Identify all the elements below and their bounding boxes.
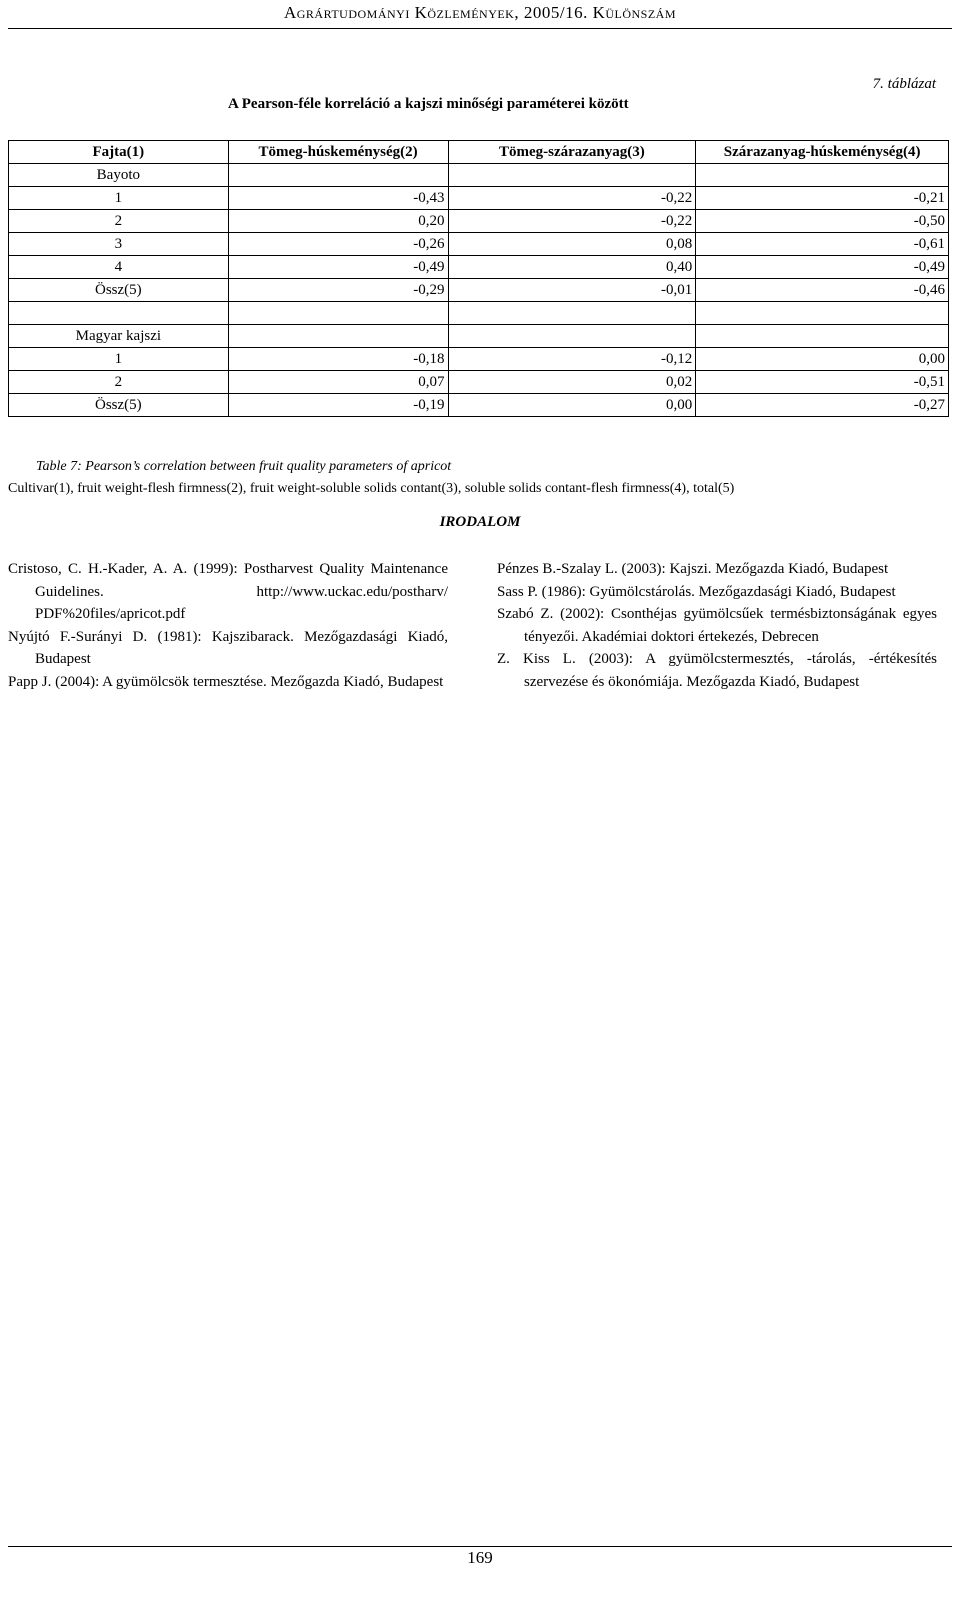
reference-item: Z. Kiss L. (2003): A gyümölcstermesztés, -tárolás, -értékesítés szervezése és ökonómiája. Mezőgazda Kiadó, Budapest xyxy=(497,651,937,690)
group-name: Magyar kajszi xyxy=(9,325,229,348)
table-title: A Pearson-féle korreláció a kajszi minőségi paraméterei között xyxy=(228,96,629,112)
references-right-column xyxy=(497,558,937,693)
header-drymatter-firmness: Szárazanyag-húskeménység(4) xyxy=(696,141,949,164)
table-cell: 0,40 xyxy=(448,256,696,279)
table-cell: -0,49 xyxy=(228,256,448,279)
header-weight-drymatter: Tömeg-szárazanyag(3) xyxy=(448,141,696,164)
table-cell: -0,43 xyxy=(228,187,448,210)
table-cell: -0,22 xyxy=(448,187,696,210)
correlation-table xyxy=(8,140,949,417)
table-cell: -0,27 xyxy=(696,394,949,417)
row-label: Össz(5) xyxy=(9,394,229,417)
table-header-row xyxy=(9,141,949,164)
table-row xyxy=(9,371,949,394)
reference-item: Szabó Z. (2002): Csonthéjas gyümölcsűek termésbiztonságának egyes tényezői. Akadémiai doktori értekezés, Debrecen xyxy=(497,606,937,645)
table-row xyxy=(9,187,949,210)
references-heading: IRODALOM xyxy=(439,514,521,530)
table-cell: 0,02 xyxy=(448,371,696,394)
group-name: Bayoto xyxy=(9,164,229,187)
table-cell: 0,00 xyxy=(696,348,949,371)
table-cell: 0,20 xyxy=(228,210,448,233)
table-cell: -0,46 xyxy=(696,279,949,302)
table-cell: -0,61 xyxy=(696,233,949,256)
row-label: 1 xyxy=(9,348,229,371)
table-cell: 0,08 xyxy=(448,233,696,256)
reference-item: Sass P. (1986): Gyümölcstárolás. Mezőgazdasági Kiadó, Budapest xyxy=(497,583,896,600)
row-label: 1 xyxy=(9,187,229,210)
table-cell: 0,00 xyxy=(448,394,696,417)
table-cell: -0,51 xyxy=(696,371,949,394)
table-row xyxy=(9,394,949,417)
table-cell: -0,50 xyxy=(696,210,949,233)
table-cell: 0,07 xyxy=(228,371,448,394)
table-cell: -0,12 xyxy=(448,348,696,371)
table-cell: -0,21 xyxy=(696,187,949,210)
header-rule xyxy=(8,28,952,29)
table-row xyxy=(9,256,949,279)
spacer-row xyxy=(9,302,949,325)
row-label: 3 xyxy=(9,233,229,256)
table-row xyxy=(9,348,949,371)
table-cell: -0,19 xyxy=(228,394,448,417)
header-cultivar: Fajta(1) xyxy=(9,141,229,164)
row-label: Össz(5) xyxy=(9,279,229,302)
group-row xyxy=(9,325,949,348)
references-left-column xyxy=(8,558,448,693)
row-label: 4 xyxy=(9,256,229,279)
table-row xyxy=(9,233,949,256)
table-cell: -0,22 xyxy=(448,210,696,233)
group-row xyxy=(9,164,949,187)
table-row xyxy=(9,279,949,302)
reference-item: Cristoso, C. H.-Kader, A. A. (1999): Postharvest Quality Maintenance Guidelines. http://www.uckac.edu/postharv/ PDF%20files/apricot.pdf xyxy=(8,561,448,622)
footer-rule xyxy=(8,1546,952,1547)
reference-item: Papp J. (2004): A gyümölcsök termesztése. Mezőgazda Kiadó, Budapest xyxy=(8,673,444,690)
reference-item: Nyújtó F.-Surányi D. (1981): Kajszibarack. Mezőgazdasági Kiadó, Budapest xyxy=(8,628,448,667)
running-header: Agrártudományi Közlemények, 2005/16. Különszám xyxy=(283,3,677,22)
table-cell: -0,01 xyxy=(448,279,696,302)
table-caption-english: Table 7: Pearson’s correlation between fruit quality parameters of apricot xyxy=(36,459,452,474)
table-cell: -0,26 xyxy=(228,233,448,256)
table-cell: -0,49 xyxy=(696,256,949,279)
table-row xyxy=(9,210,949,233)
row-label: 2 xyxy=(9,371,229,394)
table-label: 7. táblázat xyxy=(872,76,936,92)
page-number: 169 xyxy=(467,1548,493,1567)
reference-item: Pénzes B.-Szalay L. (2003): Kajszi. Mezőgazda Kiadó, Budapest xyxy=(497,561,889,577)
table-legend-english: Cultivar(1), fruit weight-flesh firmness(2), fruit weight-soluble solids contant(3), soluble solids contant-flesh firmness(4), total(5) xyxy=(8,481,735,496)
header-weight-firmness: Tömeg-húskeménység(2) xyxy=(228,141,448,164)
table-cell: -0,18 xyxy=(228,348,448,371)
row-label: 2 xyxy=(9,210,229,233)
table-cell: -0,29 xyxy=(228,279,448,302)
